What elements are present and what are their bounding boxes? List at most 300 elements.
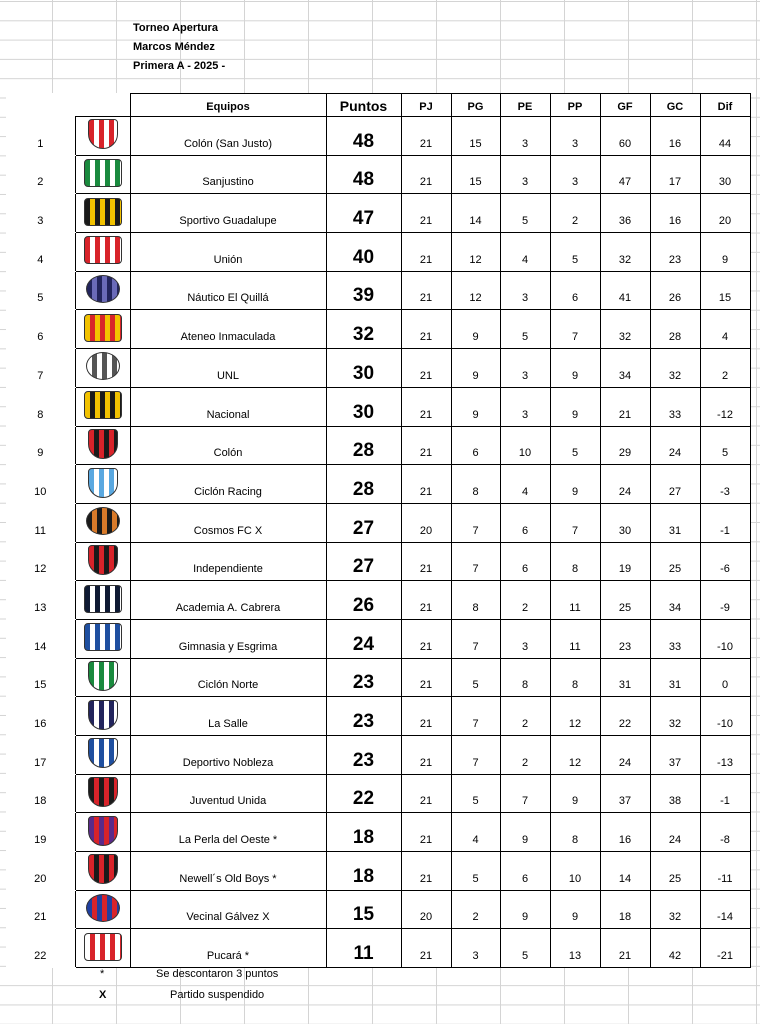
navy-white-shield-icon	[88, 700, 118, 730]
stat-dif: 0	[700, 658, 750, 697]
col-equipos: Equipos	[130, 94, 326, 117]
red-white-stripes-crest-icon	[84, 236, 122, 264]
team-name: Sportivo Guadalupe	[130, 194, 326, 233]
stat-pp: 11	[550, 619, 600, 658]
stat-pg: 15	[451, 155, 500, 194]
stat-pe: 5	[500, 929, 550, 968]
stat-dif: 2	[700, 349, 750, 388]
stat-gf: 24	[600, 465, 650, 504]
team-crest-cell	[75, 117, 130, 156]
stat-pe: 3	[500, 117, 550, 156]
stat-gc: 17	[650, 155, 700, 194]
stat-pg: 3	[451, 929, 500, 968]
stat-dif: -14	[700, 890, 750, 929]
team-name: Colón	[130, 426, 326, 465]
table-row	[6, 813, 750, 852]
standings-table	[6, 93, 751, 968]
stat-pp: 8	[550, 813, 600, 852]
stat-pe: 9	[500, 890, 550, 929]
stat-pj: 21	[401, 194, 451, 233]
table-row	[6, 736, 750, 775]
stat-pg: 9	[451, 310, 500, 349]
team-crest-cell	[75, 658, 130, 697]
stat-pj: 21	[401, 233, 451, 272]
stat-pj: 21	[401, 349, 451, 388]
points-value: 22	[326, 774, 401, 813]
points-value: 48	[326, 155, 401, 194]
position-number: 19	[6, 813, 75, 852]
points-value: 32	[326, 310, 401, 349]
blue-white-shield-icon	[88, 738, 118, 768]
team-name: Newell´s Old Boys *	[130, 852, 326, 891]
stat-pj: 21	[401, 465, 451, 504]
stat-gf: 30	[600, 503, 650, 542]
stat-dif: 9	[700, 233, 750, 272]
stat-gc: 37	[650, 736, 700, 775]
stat-dif: 44	[700, 117, 750, 156]
col-gc: GC	[650, 94, 700, 117]
points-value: 40	[326, 233, 401, 272]
team-name: Cosmos FC X	[130, 503, 326, 542]
team-crest-cell	[75, 619, 130, 658]
position-number: 8	[6, 387, 75, 426]
stat-gf: 41	[600, 271, 650, 310]
position-number: 10	[6, 465, 75, 504]
stat-dif: -13	[700, 736, 750, 775]
position-number: 22	[6, 929, 75, 968]
stat-dif: -12	[700, 387, 750, 426]
table-row	[6, 774, 750, 813]
team-name: La Salle	[130, 697, 326, 736]
stat-pg: 7	[451, 542, 500, 581]
table-row	[6, 581, 750, 620]
stat-gc: 32	[650, 349, 700, 388]
team-name: Juventud Unida	[130, 774, 326, 813]
team-name: La Perla del Oeste *	[130, 813, 326, 852]
position-number: 14	[6, 619, 75, 658]
table-row	[6, 194, 750, 233]
col-pj: PJ	[401, 94, 451, 117]
position-number: 20	[6, 852, 75, 891]
stat-gf: 47	[600, 155, 650, 194]
stat-pg: 4	[451, 813, 500, 852]
light-blue-shield-icon	[88, 468, 118, 498]
team-name: UNL	[130, 349, 326, 388]
stat-pg: 6	[451, 426, 500, 465]
stat-pg: 8	[451, 465, 500, 504]
stat-gf: 34	[600, 349, 650, 388]
table-row	[6, 426, 750, 465]
team-crest-cell	[75, 349, 130, 388]
stat-pp: 9	[550, 465, 600, 504]
table-row	[6, 542, 750, 581]
stat-gc: 34	[650, 581, 700, 620]
red-shield-icon	[88, 545, 118, 575]
team-crest-cell	[75, 233, 130, 272]
stat-pp: 10	[550, 852, 600, 891]
note-symbol: *	[100, 968, 105, 980]
points-value: 27	[326, 503, 401, 542]
team-crest-cell	[75, 542, 130, 581]
stat-pg: 2	[451, 890, 500, 929]
col-pp: PP	[550, 94, 600, 117]
stat-dif: -10	[700, 697, 750, 736]
points-value: 26	[326, 581, 401, 620]
stat-pj: 20	[401, 890, 451, 929]
team-crest-cell	[75, 194, 130, 233]
table-row	[6, 349, 750, 388]
team-name: Unión	[130, 233, 326, 272]
purple-red-stripes-shield-icon	[88, 816, 118, 846]
stat-pg: 12	[451, 233, 500, 272]
team-crest-cell	[75, 697, 130, 736]
points-value: 24	[326, 619, 401, 658]
table-row	[6, 929, 750, 968]
stat-pp: 9	[550, 387, 600, 426]
stat-pj: 21	[401, 581, 451, 620]
stat-dif: -21	[700, 929, 750, 968]
stat-pg: 5	[451, 658, 500, 697]
team-crest-cell	[75, 271, 130, 310]
team-name: Pucará *	[130, 929, 326, 968]
stat-pg: 7	[451, 736, 500, 775]
points-value: 48	[326, 117, 401, 156]
team-crest-cell	[75, 310, 130, 349]
position-number: 13	[6, 581, 75, 620]
stat-pe: 4	[500, 465, 550, 504]
stat-dif: 30	[700, 155, 750, 194]
team-crest-cell	[75, 426, 130, 465]
stat-gc: 25	[650, 852, 700, 891]
stat-pe: 6	[500, 852, 550, 891]
stat-pe: 3	[500, 619, 550, 658]
stat-pj: 21	[401, 658, 451, 697]
table-row	[6, 117, 750, 156]
position-number: 7	[6, 349, 75, 388]
stat-gc: 27	[650, 465, 700, 504]
table-row	[6, 387, 750, 426]
team-name: Ciclón Norte	[130, 658, 326, 697]
team-name: Náutico El Quillá	[130, 271, 326, 310]
col-puntos: Puntos	[326, 94, 401, 117]
tournament-division: Primera A - 2025 -	[133, 60, 226, 72]
stat-pg: 7	[451, 697, 500, 736]
stat-pj: 21	[401, 542, 451, 581]
stat-dif: -8	[700, 813, 750, 852]
dark-navy-crest-icon	[84, 585, 122, 613]
stat-gf: 29	[600, 426, 650, 465]
stat-pp: 5	[550, 233, 600, 272]
points-value: 30	[326, 387, 401, 426]
col-pg: PG	[451, 94, 500, 117]
stat-pe: 2	[500, 736, 550, 775]
yellow-red-crest-icon	[84, 314, 122, 342]
points-value: 18	[326, 852, 401, 891]
stat-pj: 21	[401, 697, 451, 736]
stat-gc: 23	[650, 233, 700, 272]
stat-pg: 5	[451, 774, 500, 813]
stat-pe: 2	[500, 581, 550, 620]
position-number: 15	[6, 658, 75, 697]
stat-gf: 23	[600, 619, 650, 658]
stat-pp: 13	[550, 929, 600, 968]
points-value: 27	[326, 542, 401, 581]
points-value: 18	[326, 813, 401, 852]
table-row	[6, 310, 750, 349]
stat-pj: 21	[401, 271, 451, 310]
stat-pg: 12	[451, 271, 500, 310]
stat-pj: 21	[401, 155, 451, 194]
black-round-crest-icon	[86, 507, 120, 535]
team-name: Independiente	[130, 542, 326, 581]
blue-white-crest-icon	[84, 623, 122, 651]
stat-pj: 20	[401, 503, 451, 542]
team-crest-cell	[75, 929, 130, 968]
stat-pp: 11	[550, 581, 600, 620]
stat-dif: 20	[700, 194, 750, 233]
stat-gc: 16	[650, 194, 700, 233]
stat-pp: 3	[550, 155, 600, 194]
team-crest-cell	[75, 813, 130, 852]
team-name: Sanjustino	[130, 155, 326, 194]
position-number: 6	[6, 310, 75, 349]
stat-gc: 31	[650, 658, 700, 697]
stat-pp: 7	[550, 503, 600, 542]
stat-pj: 21	[401, 426, 451, 465]
position-number: 2	[6, 155, 75, 194]
team-name: Colón (San Justo)	[130, 117, 326, 156]
position-number: 18	[6, 774, 75, 813]
tournament-title: Torneo Apertura	[133, 22, 218, 34]
stat-gf: 16	[600, 813, 650, 852]
stat-pg: 8	[451, 581, 500, 620]
stat-dif: -11	[700, 852, 750, 891]
stat-dif: -10	[700, 619, 750, 658]
team-crest-cell	[75, 155, 130, 194]
stat-pe: 3	[500, 387, 550, 426]
position-number: 16	[6, 697, 75, 736]
stat-dif: -6	[700, 542, 750, 581]
team-name: Deportivo Nobleza	[130, 736, 326, 775]
stat-pg: 9	[451, 387, 500, 426]
position-number: 5	[6, 271, 75, 310]
position-number: 11	[6, 503, 75, 542]
stat-gf: 22	[600, 697, 650, 736]
position-number: 4	[6, 233, 75, 272]
position-number: 3	[6, 194, 75, 233]
team-crest-cell	[75, 852, 130, 891]
red-black-shield-icon	[88, 429, 118, 459]
table-row	[6, 697, 750, 736]
points-value: 15	[326, 890, 401, 929]
green-white-stripes-crest-icon	[84, 159, 122, 187]
stat-pe: 5	[500, 194, 550, 233]
stat-dif: -1	[700, 774, 750, 813]
col-pe: PE	[500, 94, 550, 117]
position-number: 1	[6, 117, 75, 156]
position-number: 17	[6, 736, 75, 775]
stat-pe: 10	[500, 426, 550, 465]
stat-pp: 9	[550, 890, 600, 929]
stat-dif: 15	[700, 271, 750, 310]
team-crest-cell	[75, 774, 130, 813]
position-number: 9	[6, 426, 75, 465]
stat-gc: 26	[650, 271, 700, 310]
stat-pe: 7	[500, 774, 550, 813]
note-text: Partido suspendido	[170, 989, 265, 1001]
stat-pp: 5	[550, 426, 600, 465]
stat-gf: 36	[600, 194, 650, 233]
team-crest-cell	[75, 503, 130, 542]
stat-gf: 31	[600, 658, 650, 697]
stat-pj: 21	[401, 736, 451, 775]
stat-gf: 21	[600, 929, 650, 968]
team-crest-cell	[75, 890, 130, 929]
points-value: 23	[326, 658, 401, 697]
stat-pe: 3	[500, 271, 550, 310]
stat-pp: 12	[550, 697, 600, 736]
stat-dif: -1	[700, 503, 750, 542]
red-black-stripes-shield-icon	[88, 777, 118, 807]
stat-pp: 7	[550, 310, 600, 349]
stat-gf: 14	[600, 852, 650, 891]
stat-gc: 32	[650, 697, 700, 736]
table-row	[6, 852, 750, 891]
stat-pg: 7	[451, 503, 500, 542]
stat-pe: 4	[500, 233, 550, 272]
points-value: 28	[326, 465, 401, 504]
team-name: Nacional	[130, 387, 326, 426]
table-row	[6, 155, 750, 194]
stat-gc: 24	[650, 813, 700, 852]
stat-pg: 14	[451, 194, 500, 233]
stat-pj: 21	[401, 310, 451, 349]
points-value: 11	[326, 929, 401, 968]
blue-red-crest-icon	[86, 894, 120, 922]
points-value: 39	[326, 271, 401, 310]
green-white-stripes-shield-icon	[88, 661, 118, 691]
position-number: 21	[6, 890, 75, 929]
stat-pp: 3	[550, 117, 600, 156]
stat-gc: 16	[650, 117, 700, 156]
stat-dif: 4	[700, 310, 750, 349]
stat-gc: 38	[650, 774, 700, 813]
stat-pj: 21	[401, 852, 451, 891]
team-crest-cell	[75, 387, 130, 426]
tournament-name: Marcos Méndez	[133, 41, 215, 53]
white-round-crest-icon	[86, 352, 120, 380]
stat-gc: 31	[650, 503, 700, 542]
navy-round-crest-icon	[86, 275, 120, 303]
stat-pj: 21	[401, 619, 451, 658]
table-row	[6, 503, 750, 542]
stat-pg: 5	[451, 852, 500, 891]
points-value: 23	[326, 736, 401, 775]
stat-pe: 6	[500, 542, 550, 581]
points-value: 30	[326, 349, 401, 388]
table-row	[6, 233, 750, 272]
points-value: 28	[326, 426, 401, 465]
stat-pe: 6	[500, 503, 550, 542]
stat-gc: 42	[650, 929, 700, 968]
stat-pp: 2	[550, 194, 600, 233]
stat-pp: 9	[550, 349, 600, 388]
team-name: Ateneo Inmaculada	[130, 310, 326, 349]
stat-pp: 9	[550, 774, 600, 813]
stat-pe: 5	[500, 310, 550, 349]
stat-pj: 21	[401, 774, 451, 813]
stat-gf: 32	[600, 233, 650, 272]
stat-gf: 21	[600, 387, 650, 426]
stat-gf: 19	[600, 542, 650, 581]
stat-gf: 37	[600, 774, 650, 813]
table-row	[6, 271, 750, 310]
stat-pg: 7	[451, 619, 500, 658]
team-crest-cell	[75, 581, 130, 620]
stat-pe: 3	[500, 349, 550, 388]
yellow-black-stripes-crest-icon	[84, 391, 122, 419]
points-value: 47	[326, 194, 401, 233]
table-row	[6, 619, 750, 658]
stat-gc: 33	[650, 387, 700, 426]
team-crest-cell	[75, 736, 130, 775]
table-header-row	[6, 94, 750, 117]
team-name: Academia A. Cabrera	[130, 581, 326, 620]
stat-dif: -3	[700, 465, 750, 504]
stat-pp: 8	[550, 658, 600, 697]
stat-gf: 60	[600, 117, 650, 156]
stat-gc: 28	[650, 310, 700, 349]
red-white-stripes-shield-icon	[88, 119, 118, 149]
stat-pp: 12	[550, 736, 600, 775]
stat-pe: 3	[500, 155, 550, 194]
stat-dif: -9	[700, 581, 750, 620]
stat-pp: 8	[550, 542, 600, 581]
stat-pg: 9	[451, 349, 500, 388]
stat-gc: 32	[650, 890, 700, 929]
stat-pg: 15	[451, 117, 500, 156]
black-yellow-crest-icon	[84, 198, 122, 226]
team-name: Gimnasia y Esgrima	[130, 619, 326, 658]
stat-pj: 21	[401, 813, 451, 852]
stat-dif: 5	[700, 426, 750, 465]
red-black-shield-icon	[88, 854, 118, 884]
stat-gc: 24	[650, 426, 700, 465]
stat-pe: 8	[500, 658, 550, 697]
stat-pj: 21	[401, 117, 451, 156]
stat-gf: 18	[600, 890, 650, 929]
team-name: Ciclón Racing	[130, 465, 326, 504]
table-row	[6, 658, 750, 697]
red-wing-icon	[84, 933, 122, 961]
note-text: Se descontaron 3 puntos	[156, 968, 279, 980]
team-crest-cell	[75, 465, 130, 504]
stat-gf: 25	[600, 581, 650, 620]
stat-pj: 21	[401, 929, 451, 968]
position-number: 12	[6, 542, 75, 581]
stat-gf: 32	[600, 310, 650, 349]
stat-gc: 25	[650, 542, 700, 581]
col-dif: Dif	[700, 94, 750, 117]
team-name: Vecinal Gálvez X	[130, 890, 326, 929]
col-gf: GF	[600, 94, 650, 117]
stat-gc: 33	[650, 619, 700, 658]
stat-pe: 9	[500, 813, 550, 852]
stat-pp: 6	[550, 271, 600, 310]
points-value: 23	[326, 697, 401, 736]
table-row	[6, 890, 750, 929]
note-symbol: X	[99, 989, 107, 1001]
